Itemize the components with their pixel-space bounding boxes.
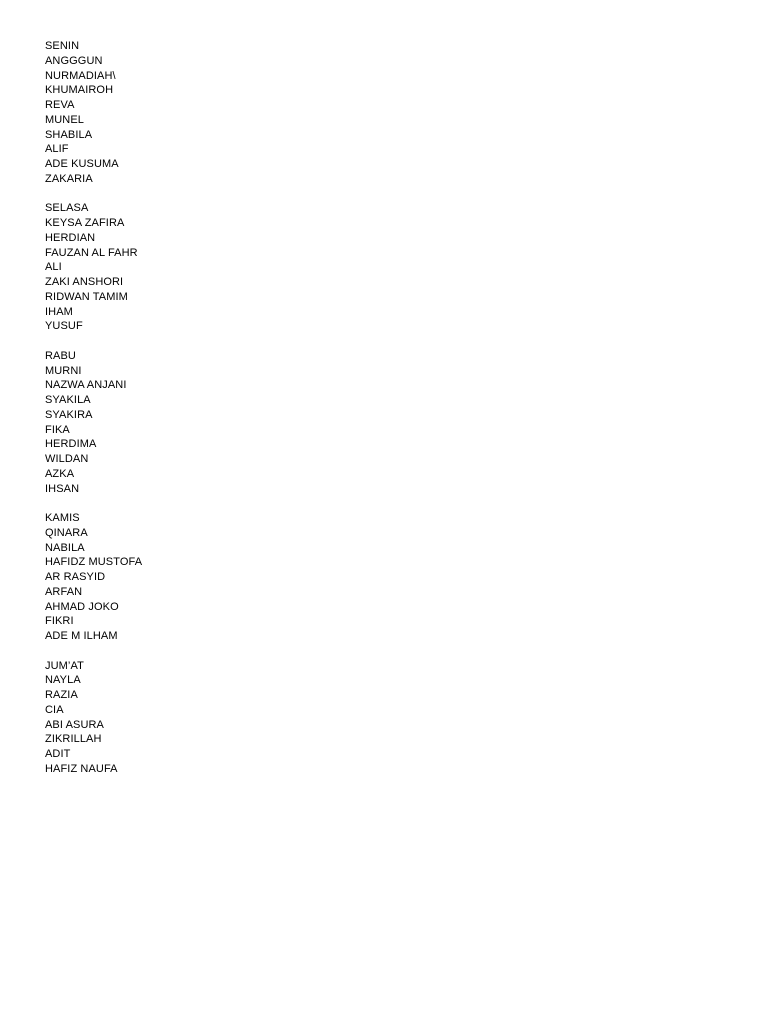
name-list-item: WILDAN (45, 453, 89, 465)
name-list-item: IHSAN (45, 482, 80, 495)
name-list-item: NAZWA ANJANI (45, 379, 127, 392)
name-list-item: SYAKILA (45, 394, 91, 406)
name-list-item: ABI ASURA (45, 718, 104, 731)
name-list-item: ADIT (45, 748, 71, 760)
name-list-item: RIDWAN TAMIM (45, 290, 128, 303)
name-list-item: SHABILA (45, 128, 93, 141)
name-list-item: RAZIA (45, 689, 78, 701)
name-list-item: FIKRI (45, 615, 74, 628)
name-list-item: AHMAD JOKO (45, 600, 119, 613)
document-body (45, 39, 725, 791)
name-list-item: NABILA (45, 541, 85, 554)
name-list-item: HERDIMA (45, 438, 97, 451)
name-list-item: HERDIAN (45, 231, 96, 244)
name-list-item: REVA (45, 99, 75, 111)
day-group (45, 511, 725, 644)
name-list-item: FAUZAN AL FAHR (45, 246, 138, 259)
name-list-item: ALI (45, 261, 62, 274)
name-list-item: ALIF (45, 143, 69, 156)
name-list-item: ADE M ILHAM (45, 630, 118, 642)
name-list-item: ZAKI ANSHORI (45, 276, 124, 288)
day-heading: SELASA (45, 202, 89, 215)
name-list-item: KHUMAIROH (45, 84, 114, 97)
name-list-item: NAYLA (45, 674, 81, 687)
name-list-item: AZKA (45, 467, 75, 480)
day-heading: RABU (45, 349, 76, 362)
day-group (45, 201, 725, 334)
day-heading: SENIN (45, 40, 80, 52)
name-list-item: SYAKIRA (45, 408, 93, 421)
name-list-item: KEYSA ZAFIRA (45, 217, 125, 229)
name-list-item: IHAM (45, 305, 73, 318)
day-group (45, 349, 725, 497)
name-list-item: YUSUF (45, 320, 83, 333)
day-group (45, 39, 725, 187)
name-list-item: QINARA (45, 526, 88, 539)
name-list-item: AR RASYID (45, 571, 106, 583)
name-list-item: ADE KUSUMA (45, 158, 119, 170)
name-list-item: ARFAN (45, 585, 83, 598)
name-list-item: MURNI (45, 364, 82, 377)
day-group (45, 659, 725, 777)
name-list-item: HAFIZ NAUFA (45, 762, 118, 775)
name-list-item: NURMADIAH\ (45, 69, 116, 82)
name-list-item: ANGGGUN (45, 54, 103, 67)
name-list-item: CIA (45, 703, 64, 716)
name-list-item: ZIKRILLAH (45, 733, 102, 746)
name-list-item: ZAKARIA (45, 172, 93, 185)
name-list-item: FIKA (45, 423, 70, 436)
name-list-item: MUNEL (45, 113, 85, 126)
day-heading: JUM’AT (45, 659, 84, 672)
day-heading: KAMIS (45, 512, 80, 524)
name-list-item: HAFIDZ MUSTOFA (45, 556, 143, 569)
